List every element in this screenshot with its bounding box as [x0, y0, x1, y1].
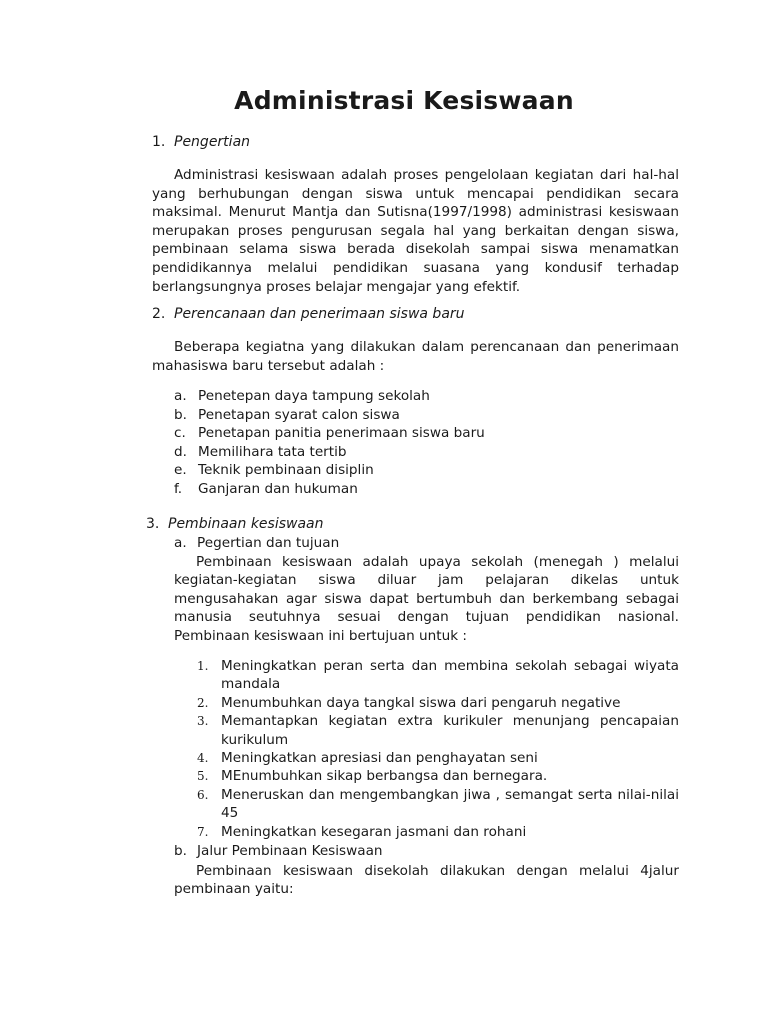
paragraph-text: Beberapa kegiatna yang dilakukan dalam perencanaan dan penerimaan mahasiswa baru tersebut adalah : [152, 339, 679, 374]
paragraph-text: Pembinaan kesiswaan adalah upaya sekolah (menegah ) melalui kegiatan-kegiatan siswa diluar jam pelajaran dikelas untuk mengusahakan agar siswa dapat bertumbuh dan berkembang sebagai manusia seutuhnya sesuai dengan tujuan pendidikan nasional. Pembinaan kesiswaan ini bertujuan untuk : [174, 554, 679, 644]
list-item: 7. Meningkatkan kesegaran jasmani dan rohani [197, 823, 527, 840]
section-number: 3. [146, 516, 160, 532]
list-item: d. Memilihara tata tertib [174, 443, 347, 460]
list-item: e. Teknik pembinaan disiplin [174, 462, 374, 479]
list-item: 6. Meneruskan dan mengembangkan jiwa , semangat serta nilai-nilai 45 [197, 786, 679, 822]
list-item: 5. MEnumbuhkan sikap berbangsa dan bernegara. [197, 768, 548, 785]
section-heading-2 [152, 306, 465, 322]
list-item: 4. Meningkatkan apresiasi dan penghayatan seni [197, 750, 538, 767]
section-number: 1. [152, 134, 166, 150]
subsection-b-heading: b. Jalur Pembinaan Kesiswaan [174, 843, 383, 859]
section-1-paragraph [152, 166, 679, 296]
section-2-paragraph [152, 338, 679, 375]
section-title: Pengertian [174, 134, 251, 150]
list-item: b. Penetapan syarat calon siswa [174, 406, 400, 423]
subsection-b-paragraph [174, 862, 679, 899]
paragraph-text: Administrasi kesiswaan adalah proses pengelolaan kegiatan dari hal-hal yang berhubungan dengan siswa untuk mencapai pendidikan secara maksimal. Menurut Mantja dan Sutisna(1997/1998) administrasi kesiswaan merupakan proses pengurusan segala hal yang berkaitan dengan siswa, pembinaan selama siswa berada disekolah sampai siswa menamatkan pendidikannya melalui pendidikan suasana yang kondusif terhadap berlangsungnya proses belajar mengajar yang efektif. [152, 167, 679, 295]
criteria-list [174, 387, 485, 499]
subsection-a-paragraph [174, 553, 679, 645]
list-item: 3. Memantapkan kegiatan extra kurikuler menunjang pencapaian kurikulum [197, 713, 679, 748]
goals-list [197, 657, 679, 841]
section-heading-1 [152, 134, 250, 150]
list-item: c. Penetapan panitia penerimaan siswa baru [174, 425, 485, 442]
list-item: 2. Menumbuhkan daya tangkal siswa dari pengaruh negative [197, 694, 621, 711]
section-number: 2. [152, 306, 166, 322]
list-item: a. Penetepan daya tampung sekolah [174, 388, 430, 404]
list-item: 1. Meningkatkan peran serta dan membina sekolah sebagai wiyata mandala [197, 658, 679, 693]
list-item: f. Ganjaran dan hukuman [174, 480, 358, 497]
section-title: Pembinaan kesiswaan [168, 516, 324, 532]
section-title: Perencanaan dan penerimaan siswa baru [174, 306, 465, 322]
section-heading-3 [146, 516, 324, 532]
subsection-a-heading: a. Pegertian dan tujuan [174, 535, 340, 551]
document-title: Administrasi Kesiswaan [234, 86, 574, 115]
paragraph-text: Pembinaan kesiswaan disekolah dilakukan dengan melalui 4jalur pembinaan yaitu: [174, 863, 679, 898]
